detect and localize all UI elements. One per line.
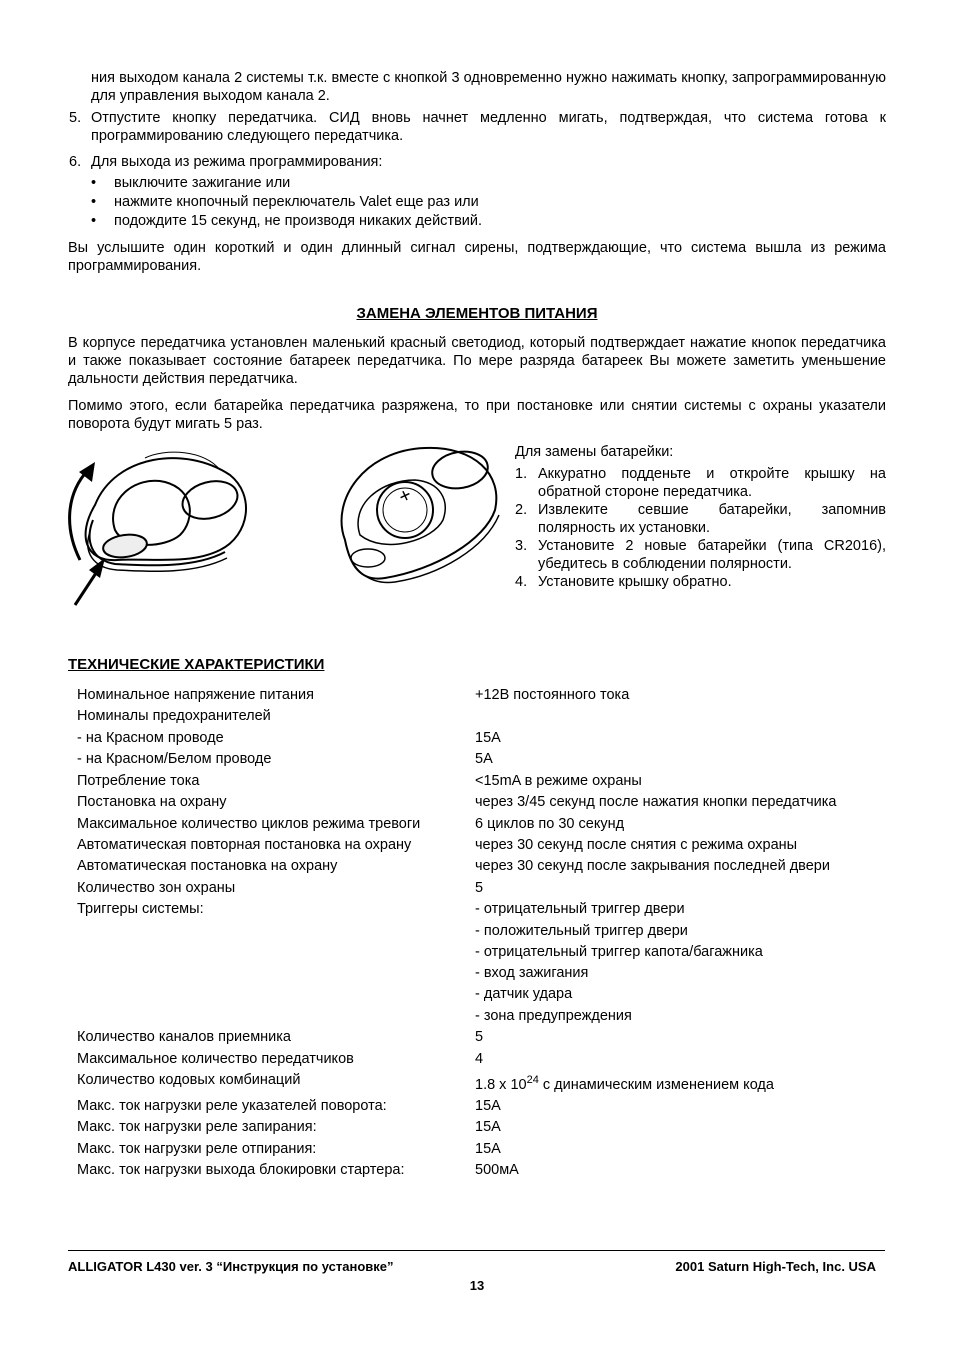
spec-row — [77, 1097, 887, 1118]
list-item — [515, 465, 886, 501]
spec-value: через 30 секунд после закрывания последней двери — [475, 858, 830, 874]
codes-suffix: с динамическим изменением кода — [538, 1077, 774, 1093]
spec-value: 15А — [475, 730, 501, 746]
spec-row — [77, 729, 887, 750]
spec-value: - отрицательный триггер двери — [475, 901, 685, 917]
spec-row — [77, 1028, 887, 1049]
spec-key: Потребление тока — [77, 773, 200, 789]
list-item-text: подождите 15 секунд, не производя никаких действий. — [114, 213, 483, 229]
battery-steps-intro: Для замены батарейки: — [515, 444, 674, 460]
list-item-text: Аккуратно подденьте и откройте крышку на обратной стороне передатчика. — [538, 466, 886, 500]
spec-row-codes — [77, 1071, 887, 1097]
footer-divider — [68, 1250, 885, 1251]
spec-value: через 30 секунд после снятия с режима охраны — [475, 837, 798, 853]
arrow-pointer-icon — [89, 558, 105, 578]
spec-key: Автоматическая постановка на охрану — [77, 858, 338, 874]
spec-value: - зона предупреждения — [475, 1008, 632, 1024]
spec-value: <15mA в режиме охраны — [475, 773, 642, 789]
list-item — [91, 174, 791, 193]
list-item — [91, 193, 791, 212]
list-item — [91, 212, 791, 231]
spec-row — [77, 943, 887, 964]
spec-key: - на Красном проводе — [77, 730, 224, 746]
codes-exponent: 24 — [526, 1074, 539, 1086]
list-item-text: Установите 2 новые батарейки (типа CR2016), убедитесь в соблюдении полярности. — [538, 538, 886, 572]
spec-row — [77, 857, 887, 878]
list-item-text: выключите зажигание или — [114, 175, 291, 191]
spec-key: Автоматическая повторная постановка на охрану — [77, 837, 412, 853]
step-number: 1. — [515, 466, 528, 482]
remote-battery-illustration — [325, 440, 505, 590]
spec-value: +12В постоянного тока — [475, 687, 630, 703]
spec-key: Количество зон охраны — [77, 880, 236, 896]
spec-row — [77, 815, 887, 836]
spec-value: 6 циклов по 30 секунд — [475, 816, 625, 832]
list-item-text: Установите крышку обратно. — [538, 574, 732, 590]
spec-value: 5А — [475, 751, 493, 767]
spec-row — [77, 750, 887, 771]
spec-key: Макс. ток нагрузки реле указателей поворота: — [77, 1098, 387, 1114]
step-5-text: Отпустите кнопку передатчика. СИД вновь начнет медленно мигать, подтверждая, что система готова к программированию следующего передатчика. — [91, 110, 886, 144]
battery-para-1: В корпусе передатчика установлен маленький красный светодиод, который подтверждает нажатие кнопок передатчика и также показывает состояние батареек передатчика. По мере разряда батареек Вы можете заметить уменьшение дальности действия передатчика. — [68, 335, 886, 387]
step-6-text: Для выхода из режима программирования: — [91, 154, 383, 170]
spec-key: - на Красном/Белом проводе — [77, 751, 272, 767]
intro-continuation: ния выходом канала 2 системы т.к. вместе с кнопкой 3 одновременно нужно нажимать кнопку, запрограммированную для управления выходом канала 2. — [91, 70, 886, 104]
spec-row — [77, 1161, 887, 1182]
spec-row — [77, 1118, 887, 1139]
step-6-number: 6. — [69, 154, 82, 170]
spec-value: 4 — [475, 1051, 484, 1067]
spec-value: 15А — [475, 1119, 501, 1135]
spec-row — [77, 985, 887, 1006]
spec-key: Макс. ток нагрузки реле запирания: — [77, 1119, 317, 1135]
spec-key: Количество каналов приемника — [77, 1029, 291, 1045]
footer-right: 2001 Saturn High-Tech, Inc. USA — [675, 1259, 876, 1274]
programming-exit-note: Вы услышите один короткий и один длинный сигнал сирены, подтверждающие, что система вышла из режима программирования. — [68, 240, 886, 274]
spec-key: Макс. ток нагрузки реле отпирания: — [77, 1141, 317, 1157]
spec-row — [77, 900, 887, 921]
spec-value: - положительный триггер двери — [475, 923, 688, 939]
spec-value: - датчик удара — [475, 986, 573, 1002]
codes-base: 1.8 x 10 — [475, 1077, 527, 1093]
spec-key: Максимальное количество циклов режима тревоги — [77, 816, 421, 832]
spec-row — [77, 922, 887, 943]
page-number: 13 — [469, 1278, 485, 1293]
list-item-text: Извлеките севшие батарейки, запомнив полярность их установки. — [538, 502, 886, 536]
spec-value: 500мА — [475, 1162, 519, 1178]
spec-value: - вход зажигания — [475, 965, 589, 981]
spec-key: Макс. ток нагрузки выхода блокировки стартера: — [77, 1162, 405, 1178]
battery-para-2: Помимо этого, если батарейка передатчика разряжена, то при постановке или снятии системы с охраны указатели поворота будут мигать 5 раз. — [68, 398, 886, 432]
spec-row — [77, 793, 887, 814]
battery-steps-list — [515, 465, 886, 591]
spec-key: Номинальное напряжение питания — [77, 687, 314, 703]
spec-key: Триггеры системы: — [77, 901, 204, 917]
spec-row — [77, 1050, 887, 1071]
spec-row — [77, 686, 887, 707]
spec-value: 5 — [475, 880, 484, 896]
spec-key: Количество кодовых комбинаций — [77, 1072, 301, 1088]
spec-row — [77, 772, 887, 793]
bullet-icon: • — [91, 175, 97, 191]
step-number: 4. — [515, 574, 528, 590]
footer-left: ALLIGATOR L430 ver. 3 “Инструкция по установке” — [68, 1259, 394, 1274]
spec-key: Максимальное количество передатчиков — [77, 1051, 354, 1067]
spec-key: Постановка на охрану — [77, 794, 227, 810]
list-item — [515, 537, 886, 573]
spec-row — [77, 879, 887, 900]
specs-section-heading: ТЕХНИЧЕСКИЕ ХАРАКТЕРИСТИКИ — [68, 656, 325, 673]
spec-value: 15А — [475, 1141, 501, 1157]
step-5-number: 5. — [69, 110, 82, 126]
list-item — [515, 573, 886, 591]
battery-plus-sign: + — [395, 483, 416, 509]
spec-row — [77, 1140, 887, 1161]
remote-cover-illustration — [55, 440, 265, 610]
spec-value: 15А — [475, 1098, 501, 1114]
step-number: 2. — [515, 502, 528, 518]
spec-value: через 3/45 секунд после нажатия кнопки передатчика — [475, 794, 837, 810]
exit-options-list — [91, 174, 791, 231]
spec-row — [77, 836, 887, 857]
spec-row — [77, 964, 887, 985]
spec-row — [77, 707, 887, 728]
step-number: 3. — [515, 538, 528, 554]
spec-value — [475, 1076, 774, 1094]
spec-key: Номиналы предохранителей — [77, 708, 271, 724]
spec-value: - отрицательный триггер капота/багажника — [475, 944, 763, 960]
battery-section-heading: ЗАМЕНА ЭЛЕМЕНТОВ ПИТАНИЯ — [356, 305, 598, 322]
bullet-icon: • — [91, 213, 97, 229]
spec-row — [77, 1007, 887, 1028]
spec-value: 5 — [475, 1029, 484, 1045]
bullet-icon: • — [91, 194, 97, 210]
list-item-text: нажмите кнопочный переключатель Valet еще раз или — [114, 194, 479, 210]
list-item — [515, 501, 886, 537]
